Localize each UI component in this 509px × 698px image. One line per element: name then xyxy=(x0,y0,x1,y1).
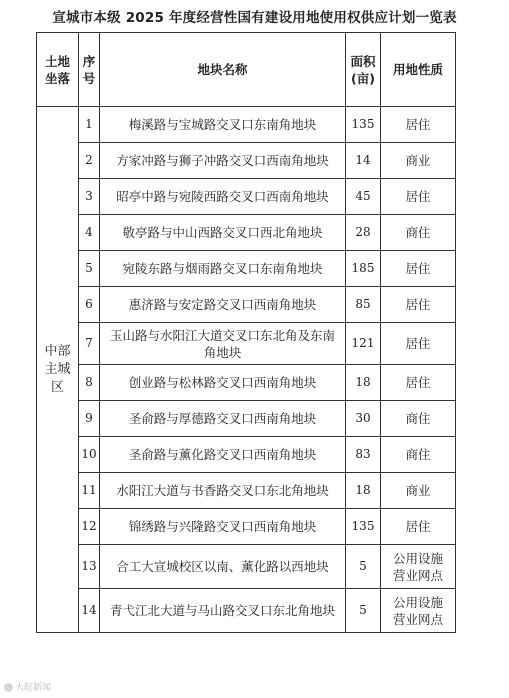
table-row xyxy=(37,143,456,179)
table-row xyxy=(37,509,456,545)
table-body xyxy=(37,107,456,633)
table-row xyxy=(37,179,456,215)
area-cell: 135 xyxy=(346,107,381,143)
area-cell: 135 xyxy=(346,509,381,545)
usage-cell: 商住 xyxy=(381,215,456,251)
seq-cell: 9 xyxy=(79,401,100,437)
seq-cell: 6 xyxy=(79,287,100,323)
seq-cell: 3 xyxy=(79,179,100,215)
area-cell: 28 xyxy=(346,215,381,251)
area-cell: 30 xyxy=(346,401,381,437)
usage-cell: 商住 xyxy=(381,437,456,473)
seq-cell: 4 xyxy=(79,215,100,251)
usage-cell: 居住 xyxy=(381,179,456,215)
seq-cell: 8 xyxy=(79,365,100,401)
table-row xyxy=(37,437,456,473)
usage-cell: 商业 xyxy=(381,143,456,179)
seq-cell: 12 xyxy=(79,509,100,545)
usage-cell: 居住 xyxy=(381,323,456,365)
area-cell: 5 xyxy=(346,545,381,589)
header-usage: 用地性质 xyxy=(381,33,456,107)
plot-name-cell: 水阳江大道与书香路交叉口东北角地块 xyxy=(100,473,346,509)
plot-name-cell: 梅溪路与宝城路交叉口东南角地块 xyxy=(100,107,346,143)
area-cell: 45 xyxy=(346,179,381,215)
usage-cell: 居住 xyxy=(381,251,456,287)
table-row xyxy=(37,473,456,509)
usage-cell: 商住 xyxy=(381,401,456,437)
plot-name-cell: 青弋江北大道与马山路交叉口东北角地块 xyxy=(100,589,346,633)
usage-cell: 居住 xyxy=(381,287,456,323)
table-row xyxy=(37,287,456,323)
area-cell: 85 xyxy=(346,287,381,323)
usage-cell: 居住 xyxy=(381,107,456,143)
header-region: 土地坐落 xyxy=(37,33,79,107)
usage-cell: 公用设施营业网点 xyxy=(381,545,456,589)
seq-cell: 10 xyxy=(79,437,100,473)
plot-name-cell: 锦绣路与兴隆路交叉口西南角地块 xyxy=(100,509,346,545)
plot-name-cell: 方家冲路与狮子冲路交叉口西南角地块 xyxy=(100,143,346,179)
area-cell: 18 xyxy=(346,473,381,509)
table-row xyxy=(37,589,456,633)
header-area: 面积(亩) xyxy=(346,33,381,107)
table-row xyxy=(37,107,456,143)
area-cell: 83 xyxy=(346,437,381,473)
table-row xyxy=(37,215,456,251)
page-title: 宣城市本级 2025 年度经营性国有建设用地使用权供应计划一览表 xyxy=(52,10,457,26)
plot-name-cell: 合工大宣城校区以南、薰化路以西地块 xyxy=(100,545,346,589)
plot-name-cell: 敬亭路与中山西路交叉口西北角地块 xyxy=(100,215,346,251)
plot-name-cell: 玉山路与水阳江大道交叉口东北角及东南角地块 xyxy=(100,323,346,365)
area-cell: 5 xyxy=(346,589,381,633)
area-cell: 14 xyxy=(346,143,381,179)
table-row xyxy=(37,545,456,589)
plot-name-cell: 圣俞路与厚德路交叉口西南角地块 xyxy=(100,401,346,437)
plot-name-cell: 创业路与松林路交叉口西南角地块 xyxy=(100,365,346,401)
usage-cell: 居住 xyxy=(381,365,456,401)
usage-cell: 公用设施营业网点 xyxy=(381,589,456,633)
watermark: 大皖新闻 xyxy=(4,680,51,693)
area-cell: 121 xyxy=(346,323,381,365)
region-cell: 中部主城区 xyxy=(37,107,79,633)
header-seq: 序号 xyxy=(79,33,100,107)
plot-name-cell: 宛陵东路与烟雨路交叉口东南角地块 xyxy=(100,251,346,287)
table-row xyxy=(37,323,456,365)
seq-cell: 2 xyxy=(79,143,100,179)
plot-name-cell: 惠济路与安定路交叉口西南角地块 xyxy=(100,287,346,323)
usage-cell: 商业 xyxy=(381,473,456,509)
seq-cell: 7 xyxy=(79,323,100,365)
header-name: 地块名称 xyxy=(100,33,346,107)
seq-cell: 1 xyxy=(79,107,100,143)
table-row xyxy=(37,365,456,401)
seq-cell: 5 xyxy=(79,251,100,287)
seq-cell: 13 xyxy=(79,545,100,589)
seq-cell: 11 xyxy=(79,473,100,509)
usage-cell: 居住 xyxy=(381,509,456,545)
table-header-row xyxy=(37,33,456,107)
land-supply-table xyxy=(36,32,456,633)
table-row xyxy=(37,401,456,437)
table-row xyxy=(37,251,456,287)
plot-name-cell: 圣俞路与薰化路交叉口西南角地块 xyxy=(100,437,346,473)
area-cell: 18 xyxy=(346,365,381,401)
area-cell: 185 xyxy=(346,251,381,287)
watermark-logo-icon xyxy=(4,683,13,692)
plot-name-cell: 昭亭中路与宛陵西路交叉口西南角地块 xyxy=(100,179,346,215)
seq-cell: 14 xyxy=(79,589,100,633)
